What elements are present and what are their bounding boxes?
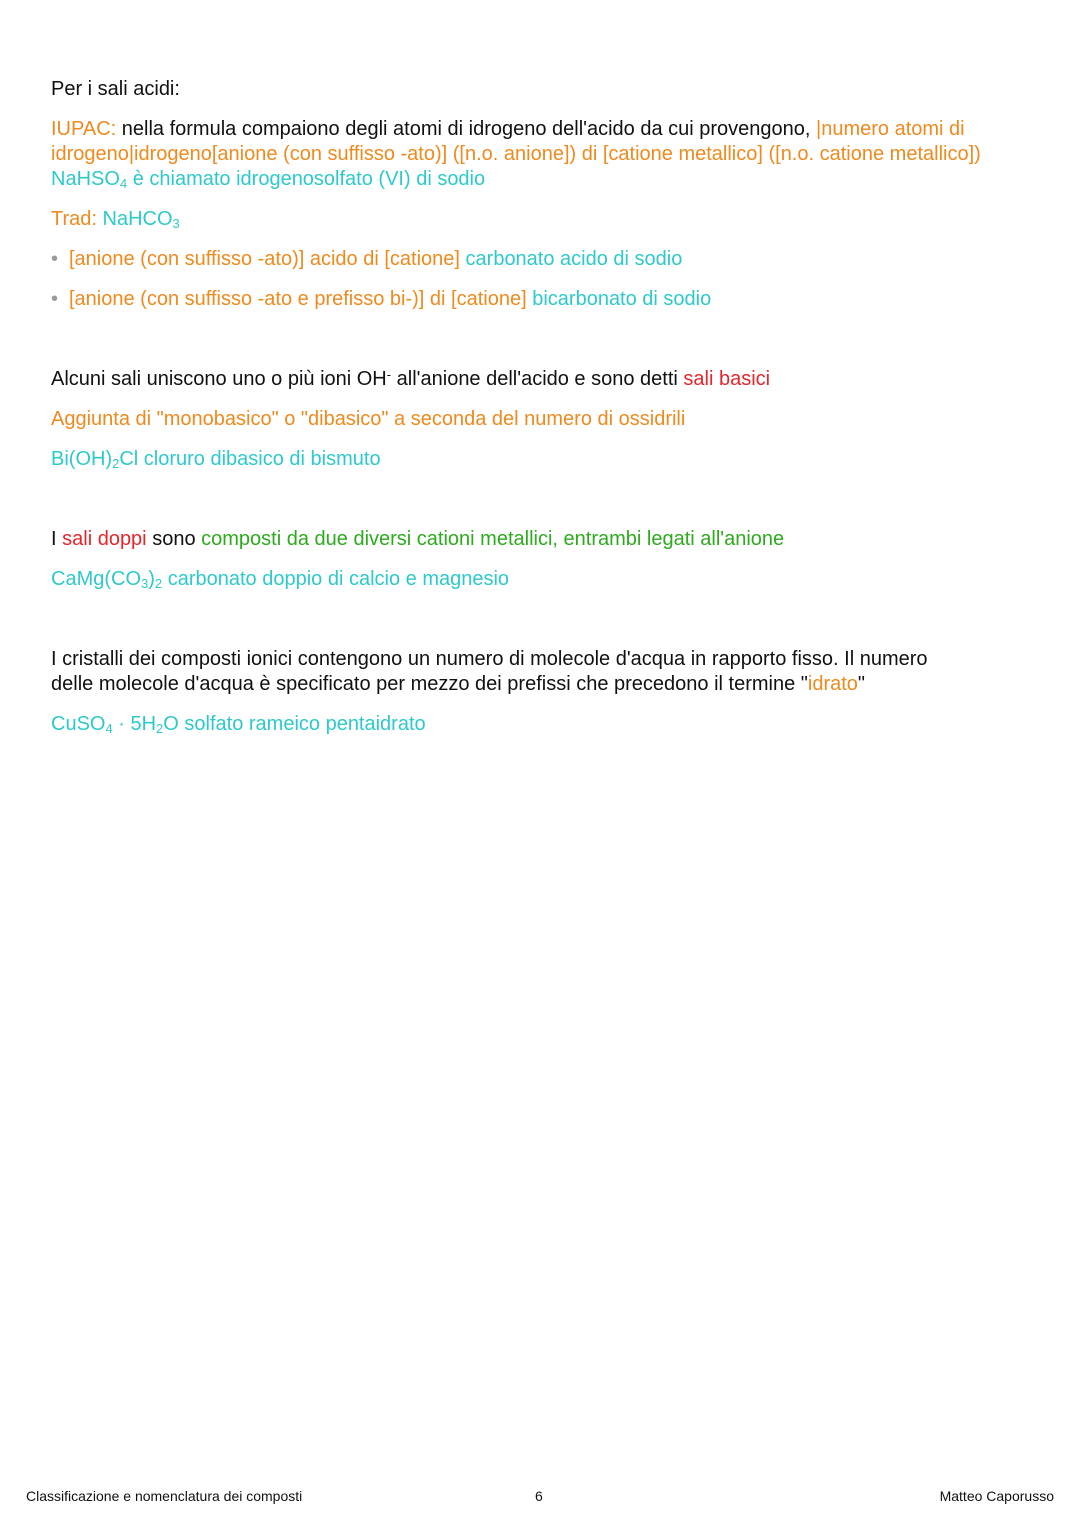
- basic-note: Aggiunta di "monobasico" o "dibasico" a seconda del numero di ossidrili: [51, 408, 686, 430]
- double-example: $CaMg(CO_3)_2$ carbonato doppio di calcio e magnesio: [51, 568, 510, 591]
- trad-label: Trad:: [51, 208, 97, 230]
- trad-line: [51, 207, 1041, 232]
- hydrate-example: CuSO$_4$ · $5H_2O$ solfato rameico pentaidrato: [51, 713, 426, 736]
- heading-text: Per i sali acidi:: [51, 78, 180, 100]
- iupac-rule: |numero atomi di idrogeno|idrogeno[anione (con suffisso -ato)] ([n.o. anione]) di [catione metallico] ([n.o.: [51, 118, 965, 165]
- basic-salts-paragraph: [51, 367, 1041, 392]
- basic-text: Alcuni sali uniscono uno o più ioni OH- all'anione dell'acido e sono detti: [51, 367, 678, 390]
- double-salts-paragraph: [51, 527, 1041, 552]
- double-lead: I: [51, 528, 57, 550]
- double-verb: sono: [152, 528, 196, 550]
- basic-term: sali basici: [683, 368, 771, 390]
- bullet-icon: •: [51, 248, 59, 270]
- footer-title: Classificazione e nomenclatura dei composti: [26, 1488, 303, 1504]
- footer-author: Matteo Caporusso: [939, 1488, 1054, 1504]
- iupac-label: IUPAC:: [51, 118, 117, 140]
- iupac-example: NaHSO$_4$ è chiamato idrogenosolfato (VI) di sodio: [51, 168, 486, 191]
- list-item: [51, 247, 1041, 272]
- list-item-rule: [anione (con suffisso -ato e prefisso bi-)] di [catione]: [69, 288, 527, 310]
- hydrate-term: idrato: [807, 673, 858, 695]
- list-item: [51, 287, 1041, 312]
- hydrate-paragraph: [51, 647, 1041, 697]
- trad-formula: NaHCO$_3$: [102, 208, 180, 231]
- iupac-paragraph: [51, 117, 1041, 192]
- hydrate-line-2: delle molecole d'acqua è specificato per mezzo dei prefissi che precedono il termine "idrato": [51, 673, 866, 695]
- list-item-rule: [anione (con suffisso -ato)] acido di [catione]: [69, 248, 460, 270]
- double-term: sali doppi: [62, 528, 147, 550]
- page-number: 6: [535, 1488, 543, 1504]
- section-heading: [51, 77, 1041, 102]
- iupac-text: nella formula compaiono degli atomi di idrogeno dell'acido da cui provengono,: [121, 118, 811, 140]
- double-definition: composti da due diversi cationi metallici, entrambi legati all'anione: [201, 528, 785, 550]
- list-item-example: bicarbonato di sodio: [532, 288, 712, 310]
- bullet-icon: •: [51, 288, 59, 310]
- basic-example: $Bi(OH)_2Cl$ cloruro dibasico di bismuto: [51, 448, 381, 471]
- iupac-rule-end: catione metallico]): [819, 143, 981, 165]
- list-item-example: carbonato acido di sodio: [465, 248, 683, 270]
- hydrate-line-1: I cristalli dei composti ionici contengono un numero di molecole d'acqua in rapporto fisso. Il numero: [51, 648, 928, 670]
